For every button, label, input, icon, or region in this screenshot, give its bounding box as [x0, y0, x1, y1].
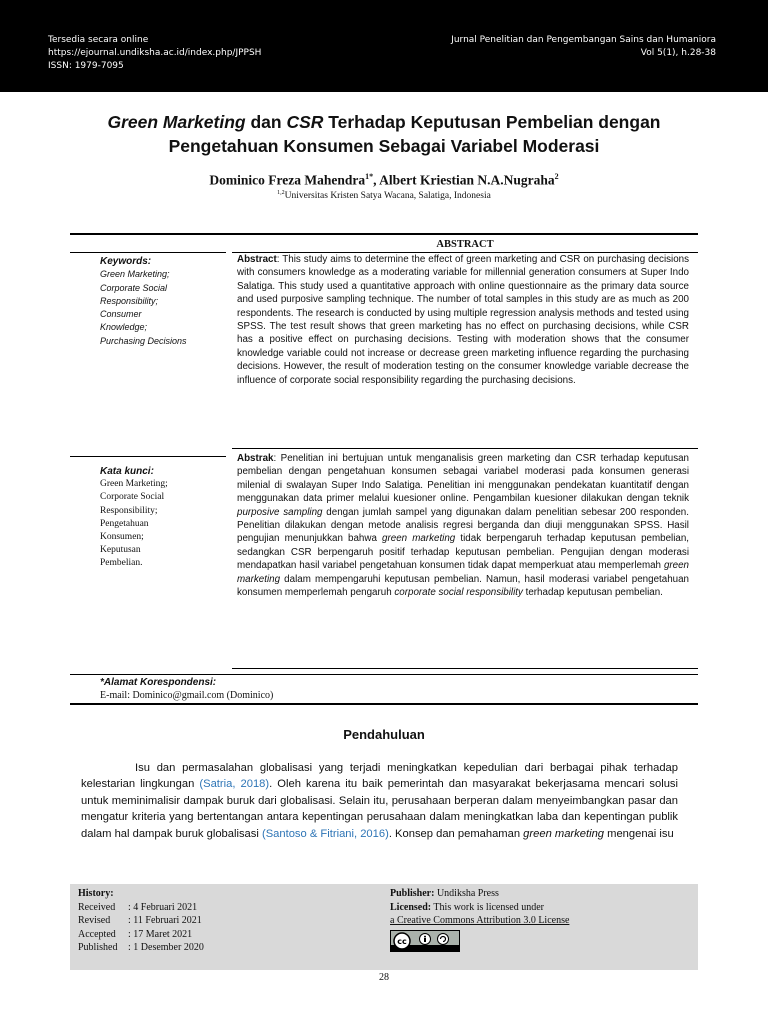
- citation-link[interactable]: (Santoso & Fitriani, 2016): [261, 827, 389, 840]
- article-info-box: [70, 884, 698, 970]
- keyword: Knowledge;: [100, 322, 148, 333]
- page-number: 28: [379, 972, 389, 983]
- history-value: : 4 Februari 2021: [128, 901, 198, 913]
- correspondence-email[interactable]: E-mail: Dominico@gmail.com (Dominico): [100, 690, 274, 701]
- history-row: [78, 941, 204, 955]
- history-key: Revised: [78, 915, 111, 927]
- keywords-en: [100, 255, 225, 348]
- intro-text: . Konsep dan pemahaman: [388, 827, 524, 840]
- keyword: Keputusan: [100, 545, 141, 556]
- affiliation-sup: 1,2: [277, 190, 285, 196]
- author-sup: 1*: [365, 172, 374, 181]
- abstract-text: dalam mempengaruhi keputusan pembelian. Namun, hasil moderasi variabel pengetahuan konsumen memperlemah pengaruh: [237, 573, 689, 599]
- abstract-italic: green marketing: [382, 533, 456, 545]
- volume-info: Vol 5(1), h.28-38: [640, 48, 716, 58]
- title-part: Green Marketing: [107, 112, 246, 132]
- history: [78, 887, 204, 955]
- header-right: [451, 34, 716, 60]
- title-line-2: Pengetahuan Konsumen Sebagai Variabel Moderasi: [168, 136, 600, 156]
- keywords-heading: Keywords:: [100, 256, 152, 267]
- history-value: : 17 Maret 2021: [128, 928, 193, 940]
- correspondence: [100, 676, 273, 702]
- journal-header: [0, 0, 768, 92]
- history-row: [78, 901, 204, 915]
- history-heading: History:: [78, 888, 114, 899]
- title-part: Terhadap Keputusan Pembelian dengan: [323, 112, 661, 132]
- intro-paragraph: [81, 760, 678, 842]
- intro-italic: green marketing: [523, 827, 605, 840]
- keyword: Responsibility;: [100, 295, 159, 306]
- intro-text: mengenai isu: [604, 827, 674, 840]
- abstract-heading: ABSTRACT: [436, 239, 494, 250]
- journal-url-link[interactable]: https://ejournal.undiksha.ac.id/index.php/JPPSH: [48, 48, 262, 58]
- divider: [70, 252, 226, 253]
- author-list: [60, 172, 708, 189]
- keyword: Konsumen;: [100, 532, 144, 543]
- author-name: Albert Kriestian N.A.Nugraha: [379, 172, 555, 188]
- keyword: Pengetahuan: [100, 518, 149, 529]
- divider: [70, 703, 698, 705]
- abstract-text: terhadap keputusan pembelian.: [522, 587, 663, 599]
- intro-text: . Oleh karena itu baik pemerintah dan masyarakat bekerjasama mencari solusi untuk meminimalisir dampak buruk dari globalisasi. Selain itu, perusahaan berperan dalam menyeimbangkan pasar dan mengatur kriteria yang bertentangan antara kepentingan perusahaan dalam meningkatkan laba dan kepentingan publik dalam hal dampak buruk globalisasi: [81, 778, 679, 840]
- issn-text: ISSN: 1979-7095: [48, 61, 124, 71]
- divider: [70, 233, 698, 235]
- license-label: Licensed:: [390, 901, 432, 913]
- author-name: Dominico Freza Mahendra: [209, 172, 366, 188]
- svg-text:cc: cc: [397, 937, 407, 946]
- keyword: Green Marketing;: [100, 479, 168, 490]
- abstract-text: : This study aims to determine the effect of green marketing and CSR on purchasing decisions with consumers knowledge as a moderating variable for millennial generation consumers at Super Indo Salatiga. This study used a quantitative approach with online questionnaire as the primary data source and used purposive sampling technique. The number of total samples in this study are as much as 200 respondents. The research is conducted by using multiple regression analysis methods and tested using SPSS. The test result shows that green marketing has no effect on purchasing decisions, while CSR has a positive effect on purchasing decisions. Testing with moderation shows that the consumer knowledge variable could not increase or decrease green marketing influence regarding the purchasing decisions. However, the result of moderation testing on the consumer knowledge variable decrease the influence of corporate social responsibility regarding the purchasing decisions.: [237, 254, 689, 386]
- publisher-name: Undiksha Press: [434, 888, 499, 899]
- keywords-heading: Kata kunci:: [100, 466, 154, 477]
- divider: [232, 668, 698, 669]
- cc-by-sa-icon: [391, 931, 459, 951]
- history-key: Published: [78, 942, 118, 954]
- keyword: Consumer: [100, 309, 142, 320]
- abstract-text: tidak berpengaruh terhadap keputusan pembelian, sedangkan CSR berpengaruh positif terhadap keputusan pembelian. Pengujian dengan moderasi mendapatkan hasil variabel pengetahuan konsumen tidak dapat memperkuat atau memperlemah: [237, 533, 690, 572]
- history-key: Accepted: [78, 928, 116, 940]
- keyword: Green Marketing;: [100, 269, 170, 280]
- header-left: [48, 34, 261, 73]
- paper-title: [60, 110, 708, 158]
- keyword: Purchasing Decisions: [100, 335, 187, 346]
- availability-text: Tersedia secara online: [48, 35, 149, 45]
- abstract-text: dengan jumlah sampel yang digunakan dalam penelitian sebesar 200 responden. Penelitian dilakukan dengan metode analisis regresi berganda dan diuji menggunakan SPSS. Hasil pengujian menunjukkan bahwa: [237, 506, 689, 545]
- cc-license-badge-icon[interactable]: [390, 930, 460, 952]
- abstract-label: Abstract: [237, 254, 277, 265]
- license-link[interactable]: a Creative Commons Attribution 3.0 License: [390, 915, 570, 927]
- affiliation-text: Universitas Kristen Satya Wacana, Salatiga, Indonesia: [284, 191, 491, 202]
- citation-link[interactable]: (Satria, 2018): [199, 778, 270, 791]
- keyword: Pembelian.: [100, 558, 143, 569]
- affiliation: [60, 190, 708, 201]
- publisher-info: [390, 887, 569, 928]
- abstract-en: [237, 253, 689, 387]
- history-value: : 1 Desember 2020: [128, 942, 204, 954]
- correspondence-heading: *Alamat Korespondensi:: [100, 677, 217, 688]
- abstract-text: : Penelitian ini bertujuan untuk menganalisis green marketing dan CSR terhadap keputusan pembelian dengan pengetahuan konsumen sebagai variabel moderasi pada konsumen generasi milenial di swalayan Super Indo Salatiga. Penelitian ini menggunakan pendekatan kuantitatif dengan menggunakan data primer melalui kuesioner online. Pengambilan kuesioner dilakukan dengan teknik: [237, 453, 689, 505]
- abstract-id: [237, 452, 689, 599]
- abstract-italic: green marketing: [237, 560, 689, 585]
- history-key: Received: [78, 901, 116, 913]
- title-part: dan: [245, 112, 287, 132]
- license-text: This work is licensed under: [431, 901, 544, 913]
- keyword: Corporate Social: [100, 492, 165, 503]
- abstract-label: Abstrak: [237, 453, 274, 464]
- keyword: Responsibility;: [100, 505, 158, 516]
- title-part: CSR: [286, 112, 324, 132]
- divider: [70, 456, 226, 457]
- author-sup: 2: [554, 172, 559, 181]
- history-row: [78, 914, 204, 928]
- section-heading: Pendahuluan: [343, 727, 425, 742]
- abstract-italic: corporate social responsibility: [394, 587, 523, 599]
- author-separator: ,: [373, 172, 380, 188]
- intro-text: Isu dan permasalahan globalisasi yang terjadi meningkatkan kepedulian dari berbagai pihak terhadap kelestarian lingkungan: [81, 762, 678, 791]
- divider: [70, 674, 698, 675]
- history-value: : 11 Februari 2021: [128, 915, 202, 927]
- journal-name: Jurnal Penelitian dan Pengembangan Sains dan Humaniora: [451, 35, 716, 45]
- abstract-italic: purposive sampling: [237, 506, 323, 518]
- divider: [232, 448, 698, 449]
- keywords-id: [100, 465, 225, 571]
- keyword: Corporate Social: [100, 282, 168, 293]
- history-row: [78, 928, 204, 942]
- publisher-label: Publisher:: [390, 888, 435, 899]
